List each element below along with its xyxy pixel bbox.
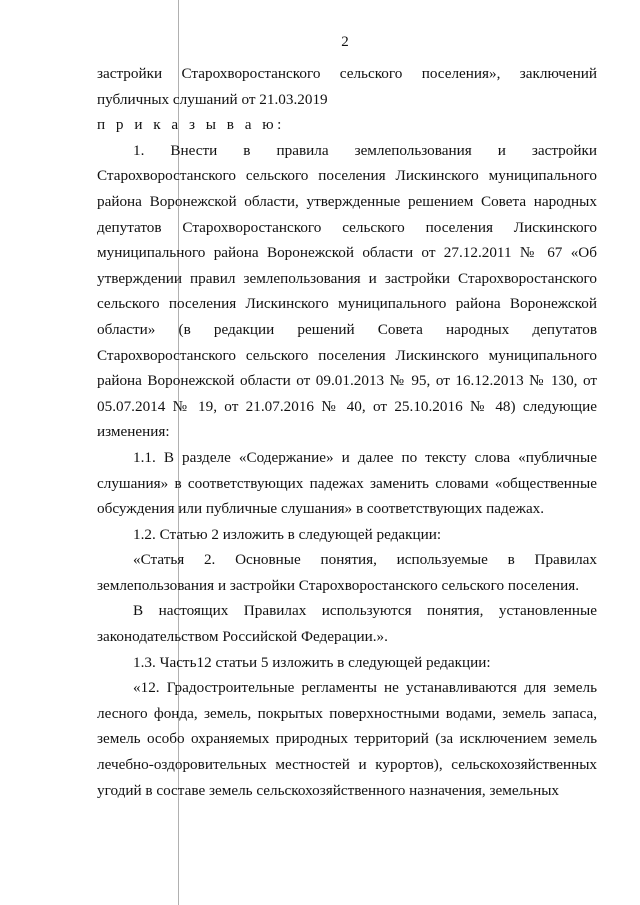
paragraph-part-12: «12. Градостроительные регламенты не устанавливаются для земель лесного фонда, земель, покрытых поверхностными водами, земель запаса, земель особо охраняемых природных территорий (за исключением земель лечебно-оздоровительных местностей и курортов), сельскохозяйственных угодий в составе земель сельскохозяйственного назначения, земельных bbox=[97, 679, 597, 799]
paragraph-item-1: 1. Внести в правила землепользования и застройки Старохворостанского сельского поселения Лискинского муниципального района Воронежской области, утвержденные решением Совета народных депутатов Старохворостанского сельского поселения Лискинского муниципального района Воронежской области от 27.12.2011 № 67 «Об утверждении правил землепользования и застройки Старохворостанского сельского поселения Лискинского муниципального района Воронежской области» (в редакции решений Совета народных депутатов Старохворостанского сельского поселения Лискинского муниципального района Воронежской области от 09.01.2013 № 95, от 16.12.2013 № 130, от 05.07.2014 № 19, от 21.07.2016 № 40, от 25.10.2016 № 48) следующие изменения: bbox=[97, 141, 597, 441]
page-number: 2 bbox=[341, 34, 349, 50]
paragraph-item-1-2: 1.2. Статью 2 изложить в следующей редакции: bbox=[133, 525, 442, 543]
order-word: п р и к а з ы в а ю: bbox=[97, 116, 285, 134]
paragraph-intro: застройки Старохворостанского сельского поселения», заключений публичных слушаний от 21.03.2019 bbox=[97, 65, 597, 108]
document-body bbox=[97, 61, 597, 803]
paragraph-article-2-text: В настоящих Правилах используются понятия, установленные законодательством Российской Федерации.». bbox=[97, 602, 597, 646]
paragraph-item-1-1: 1.1. В разделе «Содержание» и далее по тексту слова «публичные слушания» в соответствующих падежах заменить словами «общественные обсуждения или публичные слушания» в соответствующих падежах. bbox=[97, 448, 597, 518]
paragraph-article-2: «Статья 2. Основные понятия, используемые в Правилах землепользования и застройки Старохворостанского сельского поселения. bbox=[97, 551, 597, 594]
paragraph-item-1-3: 1.3. Часть12 статьи 5 изложить в следующей редакции: bbox=[133, 653, 491, 671]
